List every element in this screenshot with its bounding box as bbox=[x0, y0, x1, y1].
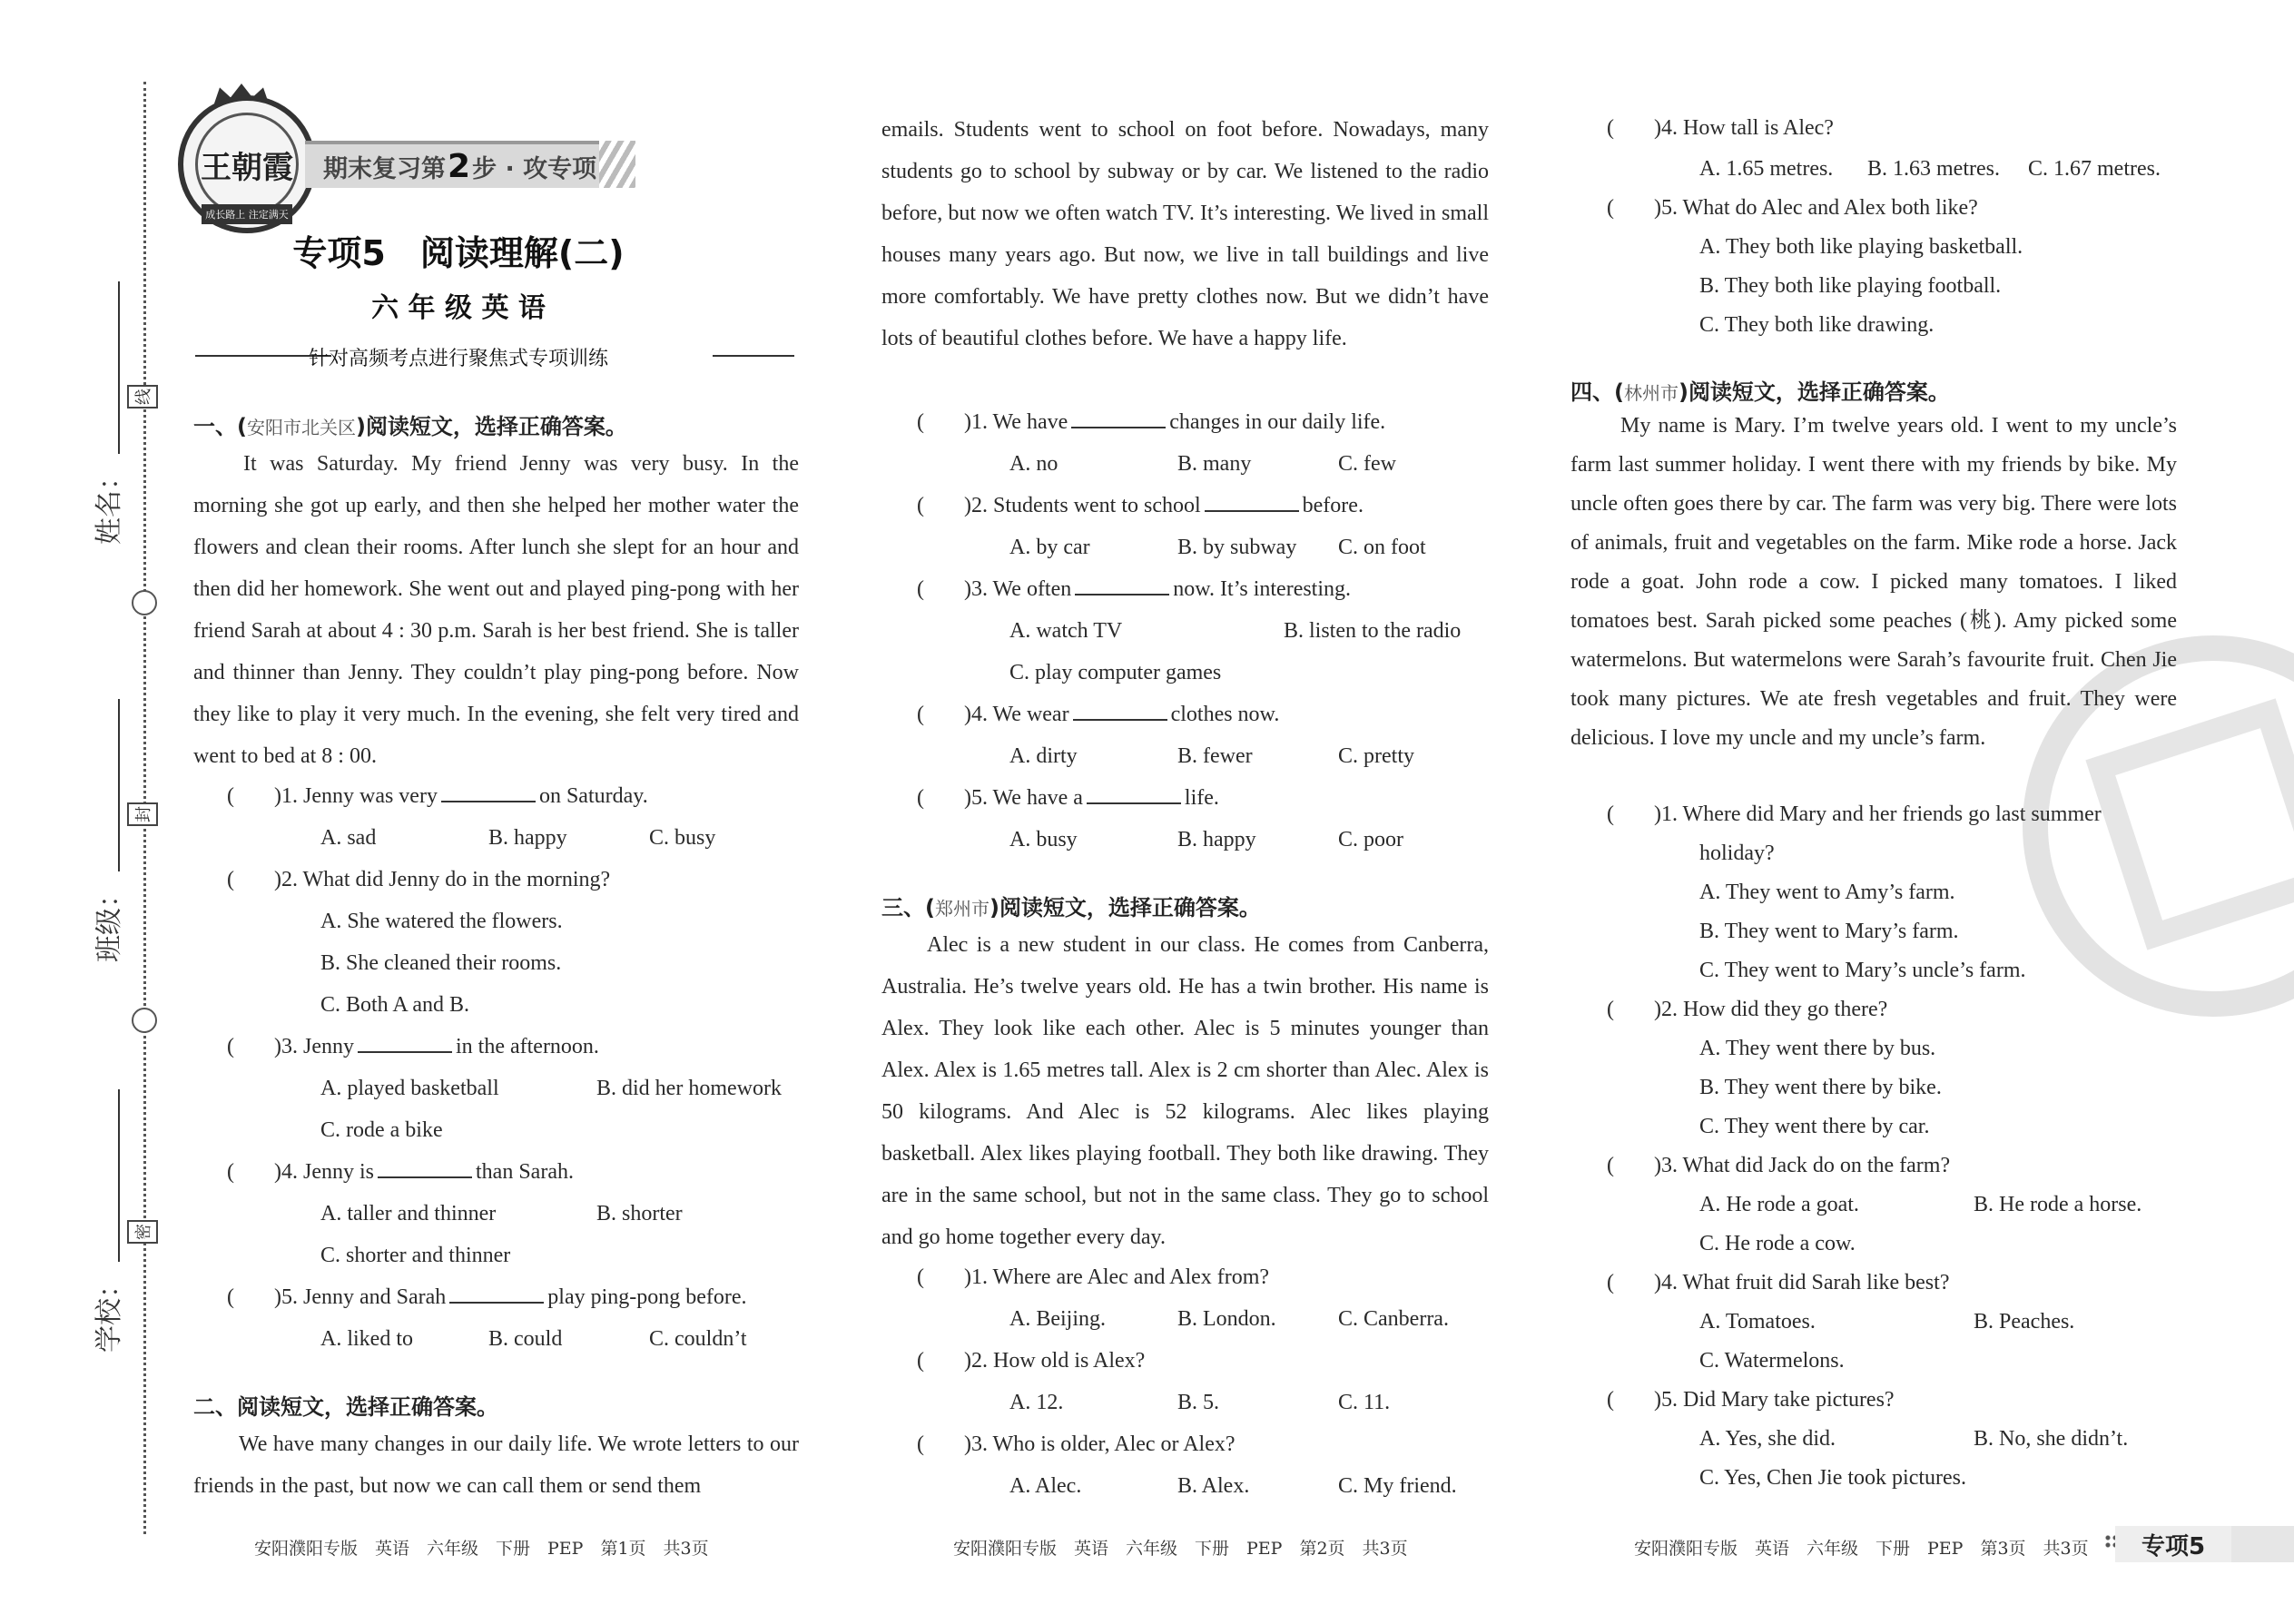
question: ( )1. Where are Alec and Alex from? bbox=[917, 1265, 1270, 1289]
answer-blank bbox=[441, 784, 536, 802]
option: B. fewer bbox=[1177, 744, 1253, 768]
option: A. Alec. bbox=[1009, 1474, 1082, 1498]
class-field[interactable] bbox=[86, 695, 126, 962]
answer-blank bbox=[1087, 786, 1181, 804]
question: ( )4. What fruit did Sarah like best? bbox=[1607, 1271, 1950, 1294]
divider bbox=[713, 355, 794, 357]
name-label: 姓名： bbox=[94, 463, 125, 545]
option: C. They went there by car. bbox=[1699, 1115, 1930, 1138]
option: B. happy bbox=[488, 826, 567, 850]
footer-page-2: 安阳濮阳专版 英语 六年级 下册 PEP 第2页 共3页 bbox=[953, 1539, 1408, 1559]
tagline: 针对高频考点进行聚焦式专项训练 bbox=[308, 348, 608, 370]
option: B. They went there by bike. bbox=[1699, 1076, 1942, 1099]
section-2-passage-part1: We have many changes in our daily life. We wrote letters to our friends in the past, but now we can call them or send them bbox=[193, 1432, 799, 1498]
answer-blank bbox=[449, 1285, 544, 1304]
option: C. Watermelons. bbox=[1699, 1349, 1845, 1373]
option: C. They went to Mary’s uncle’s farm. bbox=[1699, 959, 2026, 982]
banner-decoration bbox=[599, 141, 635, 188]
option: C. on foot bbox=[1338, 536, 1426, 559]
question: ( )5. Jenny and Sarah play ping-pong before. bbox=[227, 1285, 747, 1309]
review-banner: 期末复习第 2 步 · 攻专项 bbox=[305, 141, 632, 188]
option: A. Yes, she did. bbox=[1699, 1427, 1836, 1451]
question: ( )3. Who is older, Alec or Alex? bbox=[917, 1432, 1236, 1456]
option: A. dirty bbox=[1009, 744, 1078, 768]
question-continued: holiday? bbox=[1699, 842, 1775, 865]
section-1-passage: It was Saturday. My friend Jenny was very busy. In the morning she got up early, and then she helped her mother water the flowers and clean their rooms. After lunch she slept for an hour and then did her homework. She went out and played ping-pong with her friend Sarah at about 4 : 30 p.m. Sarah is her best friend. She is taller and thinner than Jenny. They couldn’t play ping-pong before. Now they like to play it very much. In the evening, she felt very tired and went to bed at 8 : 00. bbox=[193, 452, 799, 768]
option: A. taller and thinner bbox=[320, 1202, 497, 1225]
option: C. busy bbox=[649, 826, 716, 850]
option: C. Both A and B. bbox=[320, 993, 470, 1017]
option: B. listen to the radio bbox=[1284, 619, 1462, 643]
footer-page-1: 安阳濮阳专版 英语 六年级 下册 PEP 第1页 共3页 bbox=[254, 1539, 709, 1559]
question: ( )5. We have a life. bbox=[917, 786, 1219, 810]
school-field[interactable] bbox=[86, 1086, 126, 1353]
option: A. They went to Amy’s farm. bbox=[1699, 881, 1955, 904]
option: B. happy bbox=[1177, 828, 1256, 851]
option: C. He rode a cow. bbox=[1699, 1232, 1856, 1255]
section-2-passage-part2: emails. Students went to school on foot before. Nowadays, many students go to school by subway or by car. We listened to the radio before, but now we often watch TV. It’s interesting. We lived in small houses many years ago. But now, we live in tall buildings and live more comfortably. We have pretty clothes now. But we didn’t have lots of beautiful clothes before. We have a happy life. bbox=[881, 118, 1489, 350]
option: C. Canberra. bbox=[1338, 1307, 1449, 1331]
option: A. 1.65 metres. bbox=[1699, 157, 1834, 181]
question: ( )4. Jenny is than Sarah. bbox=[227, 1160, 574, 1184]
binding-tag-xian: 线 bbox=[127, 385, 158, 408]
option: A. liked to bbox=[320, 1327, 413, 1351]
option: B. many bbox=[1177, 452, 1252, 476]
answer-blank bbox=[1205, 494, 1299, 512]
option: B. Peaches. bbox=[1974, 1310, 2075, 1334]
class-label: 班级： bbox=[94, 881, 125, 962]
binding-tag-mi: 密 bbox=[127, 1220, 158, 1244]
section-1-heading: 一、(安阳市北关区)阅读短文，选择正确答案。 bbox=[193, 414, 627, 439]
section-3-passage: Alec is a new student in our class. He comes from Canberra, Australia. He’s twelve years old. He has a twin brother. His name is Alex. They look like each other. Alec is 5 minutes younger than Alex. Alex is 1.65 metres tall. Alex is 2 cm shorter than Alec. Alex is 50 kilograms. And Alec is 52 kilograms. Alec likes playing basketball. Alex likes playing football. They both like drawing. They are in the same school, but not in the same class. They go to school and go home together every day. bbox=[881, 933, 1489, 1249]
option: B. by subway bbox=[1177, 536, 1297, 559]
option: A. busy bbox=[1009, 828, 1078, 851]
option: C. Yes, Chen Jie took pictures. bbox=[1699, 1466, 1966, 1490]
section-tab: 专项5 bbox=[2115, 1526, 2231, 1562]
question: ( )4. We wear clothes now. bbox=[917, 703, 1280, 726]
question: ( )1. Where did Mary and her friends go last summer bbox=[1607, 802, 2102, 826]
option: C. shorter and thinner bbox=[320, 1244, 511, 1267]
section-2-heading: 二、阅读短文，选择正确答案。 bbox=[193, 1394, 498, 1420]
option: A. by car bbox=[1009, 536, 1090, 559]
option: C. My friend. bbox=[1338, 1474, 1457, 1498]
answer-blank bbox=[1073, 703, 1167, 721]
option: B. shorter bbox=[596, 1202, 683, 1225]
option: B. No, she didn’t. bbox=[1974, 1427, 2129, 1451]
option: C. play computer games bbox=[1009, 661, 1222, 684]
option: C. pretty bbox=[1338, 744, 1414, 768]
option: B. 5. bbox=[1177, 1391, 1220, 1414]
section-3-heading: 三、(郑州市)阅读短文，选择正确答案。 bbox=[881, 895, 1261, 920]
option: C. rode a bike bbox=[320, 1118, 443, 1142]
option: B. Alex. bbox=[1177, 1474, 1250, 1498]
option: A. He rode a goat. bbox=[1699, 1193, 1859, 1216]
option: B. could bbox=[488, 1327, 563, 1351]
question: ( )2. How old is Alex? bbox=[917, 1349, 1146, 1373]
option: C. few bbox=[1338, 452, 1396, 476]
school-label: 学校： bbox=[94, 1271, 125, 1353]
grade-subtitle: 六 年 级 英 语 bbox=[371, 292, 546, 324]
option: C. They both like drawing. bbox=[1699, 313, 1935, 337]
option: B. He rode a horse. bbox=[1974, 1193, 2142, 1216]
option: B. She cleaned their rooms. bbox=[320, 951, 562, 975]
answer-blank bbox=[378, 1160, 472, 1178]
option: B. They both like playing football. bbox=[1699, 274, 2002, 298]
option: B. 1.63 metres. bbox=[1867, 157, 2000, 181]
option: A. She watered the flowers. bbox=[320, 910, 563, 933]
logo-ribbon: 成长路上 注定满天 bbox=[202, 204, 292, 224]
question: ( )3. Jenny in the afternoon. bbox=[227, 1035, 599, 1058]
option: A. no bbox=[1009, 452, 1058, 476]
section-4-passage: My name is Mary. I’m twelve years old. I went to my uncle’s farm last summer holiday. I went there with my friends by bike. My uncle often goes there by car. The farm was very big. There were lots of animals, fruit and vegetables on the farm. Mike rode a horse. Jack rode a goat. John rode a cow. I picked many tomatoes. I liked tomatoes best. Sarah picked some peaches (桃). Amy picked some watermelons. But watermelons were Sarah’s favourite fruit. Chen Jie took many pictures. We ate fresh vegetables and fruit. They were delicious. I love my uncle and my uncle’s farm. bbox=[1570, 414, 2177, 750]
option: C. 11. bbox=[1338, 1391, 1391, 1414]
question: ( )3. We often now. It’s interesting. bbox=[917, 577, 1352, 601]
option: A. They both like playing basketball. bbox=[1699, 235, 2023, 259]
option: A. Tomatoes. bbox=[1699, 1310, 1816, 1334]
answer-blank bbox=[1071, 410, 1166, 428]
answer-blank bbox=[1075, 577, 1169, 595]
binding-tag-feng: 封 bbox=[127, 802, 158, 826]
tab-decoration bbox=[2231, 1526, 2294, 1562]
option: C. couldn’t bbox=[649, 1327, 747, 1351]
binding-hole bbox=[132, 1008, 157, 1033]
option: A. played basketball bbox=[320, 1077, 499, 1100]
option: A. They went there by bus. bbox=[1699, 1037, 1936, 1060]
question: ( )1. We have changes in our daily life. bbox=[917, 410, 1386, 434]
option: C. poor bbox=[1338, 828, 1403, 851]
option: A. watch TV bbox=[1009, 619, 1123, 643]
option: C. 1.67 metres. bbox=[2028, 157, 2161, 181]
page-title: 专项5 阅读理解(二) bbox=[292, 233, 625, 273]
question: ( )3. What did Jack do on the farm? bbox=[1607, 1154, 1951, 1177]
question: ( )5. What do Alec and Alex both like? bbox=[1607, 196, 1978, 220]
section-4-heading: 四、(林州市)阅读短文，选择正确答案。 bbox=[1570, 379, 1950, 405]
question: ( )2. Students went to school before. bbox=[917, 494, 1364, 517]
binding-hole bbox=[132, 590, 157, 615]
question: ( )2. What did Jenny do in the morning? bbox=[227, 868, 611, 891]
question: ( )1. Jenny was very on Saturday. bbox=[227, 784, 648, 808]
option: B. London. bbox=[1177, 1307, 1276, 1331]
option: B. did her homework bbox=[596, 1077, 782, 1100]
answer-blank bbox=[358, 1035, 452, 1053]
question: ( )5. Did Mary take pictures? bbox=[1607, 1388, 1895, 1412]
option: B. They went to Mary’s farm. bbox=[1699, 920, 1959, 943]
question: ( )4. How tall is Alec? bbox=[1607, 116, 1834, 140]
footer-page-3: 安阳濮阳专版 英语 六年级 下册 PEP 第3页 共3页 bbox=[1634, 1539, 2089, 1559]
option: A. 12. bbox=[1009, 1391, 1064, 1414]
question: ( )2. How did they go there? bbox=[1607, 998, 1888, 1021]
option: A. Beijing. bbox=[1009, 1307, 1106, 1331]
option: A. sad bbox=[320, 826, 377, 850]
brand-logo: 王朝霞 bbox=[178, 95, 316, 233]
